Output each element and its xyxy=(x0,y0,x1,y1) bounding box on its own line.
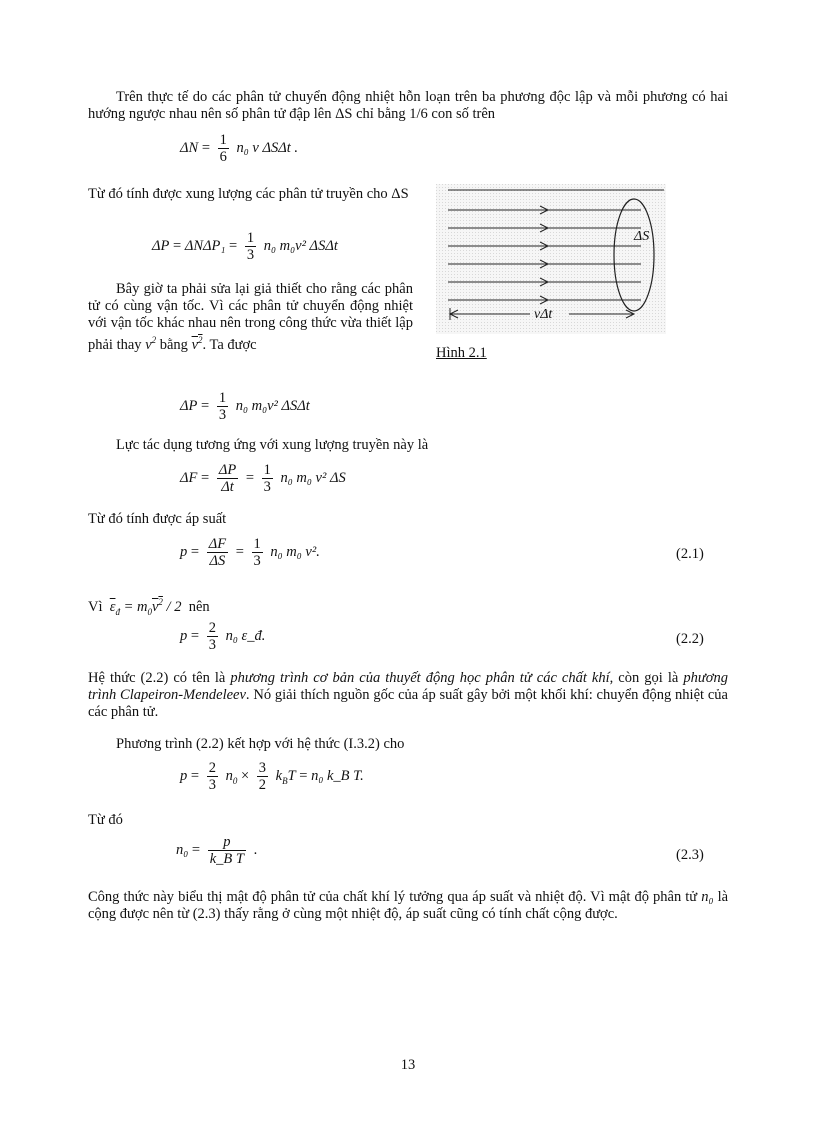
equation-2-1: p = $\frac{\Delta F}{\Delta S}$ = $\frac{1}{3}$ n₀ m₀ v². xyxy=(180,536,320,569)
v-squared: $v^2$ xyxy=(145,335,157,353)
eq-p3-fraction-1: $\frac{2}{3}$ xyxy=(208,760,216,793)
paragraph-6: Vì $\overline{\varepsilon}_đ = m_0v^2 / 2$ nên xyxy=(88,597,210,617)
eq-dn-rhs: n₀ v ΔSΔt . xyxy=(236,139,299,156)
figure-2-1 xyxy=(436,184,666,334)
eq-df-fraction-1: $\frac{\Delta P}{\Delta t}$ xyxy=(218,462,237,495)
equation-delta-f: ΔF = $\frac{\Delta P}{\Delta t}$ = $\frac{1}{3}$ n₀ m₀ v² ΔS xyxy=(180,462,346,495)
equation-p-kbt: p = $\frac{2}{3}$ $n_0$ × $\frac{3}{2}$ $k_BT = n_0$ k_B T. xyxy=(180,760,364,793)
eq-n0-fraction: $\frac{p}{\text{k\_B T}}$ xyxy=(209,834,244,867)
eq-df-fraction-2: $\frac{1}{3}$ xyxy=(263,462,271,495)
paragraph-8: Phương trình (2.2) kết hợp với hệ thức (I.3.2) cho xyxy=(116,736,405,752)
paragraph-7: Hệ thức (2.2) có tên là phương trình cơ bản của thuyết động học phân tử các chất khí, còn gọi là phương trình Clapeiron-Mendeleev. Nó giải thích nguồn gốc của áp suất gây bởi một khối khí: chuyển động nhiệt của các phân tử. xyxy=(88,670,729,720)
eq-dp1-fraction: $\frac{1}{3}$ xyxy=(246,230,255,263)
paragraph-1: Trên thực tế do các phân tử chuyển động nhiệt hỗn loạn trên ba phương độc lập và mỗi phương có hai hướng ngược nhau nên số phân tử đập lên ΔS chỉ bằng 1/6 con số trên xyxy=(88,89,728,122)
paragraph-9: Từ đó xyxy=(88,812,123,828)
equation-number-2-1: (2.1) xyxy=(676,546,704,562)
figure-caption: Hình 2.1 xyxy=(436,345,487,361)
label-ds: ΔS xyxy=(634,229,650,244)
eq-p1-fraction-2: $\frac{1}{3}$ xyxy=(253,536,261,569)
epsilon-expression: $\overline{\varepsilon}_đ = m_0v^2 / 2$ xyxy=(109,597,186,617)
equation-number-2-3: (2.3) xyxy=(676,847,704,863)
equation-delta-p-1: ΔP = ΔNΔP₁ = $\frac{1}{3}$ n₀ m₀v² ΔSΔt xyxy=(152,230,338,263)
equation-2-2: p = $\frac{2}{3}$ n₀ ε_đ. xyxy=(180,620,266,653)
paragraph-5: Từ đó tính được áp suất xyxy=(88,511,227,527)
paragraph-4: Lực tác dụng tương ứng với xung lượng truyền này là xyxy=(116,437,429,453)
eq-dp2-fraction: $\frac{1}{3}$ xyxy=(218,390,227,423)
label-vdt: vΔt xyxy=(534,307,553,322)
equation-delta-p-2: ΔP = $\frac{1}{3}$ n₀ m₀v² ΔSΔt xyxy=(180,390,310,423)
paragraph-2: Từ đó tính được xung lượng các phân tử truyền cho ΔS xyxy=(88,186,409,202)
paragraph-3: Bây giờ ta phải sửa lại giả thiết cho rằng các phân tử có cùng vận tốc. Vì các phân tử chuyển động nhiệt với vận tốc khác nhau nên trong công thức vừa thiết lập phải thay $v^2$ bằng $v^2$. Ta được xyxy=(88,281,413,353)
eq-p2-fraction: $\frac{2}{3}$ xyxy=(208,620,216,653)
page-number: 13 xyxy=(400,1057,416,1073)
equation-number-2-2: (2.2) xyxy=(676,631,704,647)
equation-2-3: n₀ = $\frac{p}{\text{k\_B T}}$ . xyxy=(176,834,258,867)
paragraph-10: Công thức này biểu thị mật độ phân tử của chất khí lý tưởng qua áp suất và nhiệt độ. Vì mật độ phân tử n₀ là cộng được nên từ (2.3) thấy rằng ở cùng một nhiệt độ, áp suất cũng có tính chất cộng được. xyxy=(88,889,729,922)
eq-dn-lhs: ΔN xyxy=(180,139,199,156)
eq-p3-fraction-2: $\frac{3}{2}$ xyxy=(258,760,266,793)
eq-dn-fraction: $\frac{1}{6}$ xyxy=(219,132,227,165)
eq-p1-fraction-1: $\frac{\Delta F}{\Delta S}$ xyxy=(208,536,227,569)
equation-delta-n: ΔN = $\frac{1}{6}$ n₀ v ΔSΔt . xyxy=(180,132,299,165)
v-squared-mean: $v^2$ xyxy=(191,335,203,353)
